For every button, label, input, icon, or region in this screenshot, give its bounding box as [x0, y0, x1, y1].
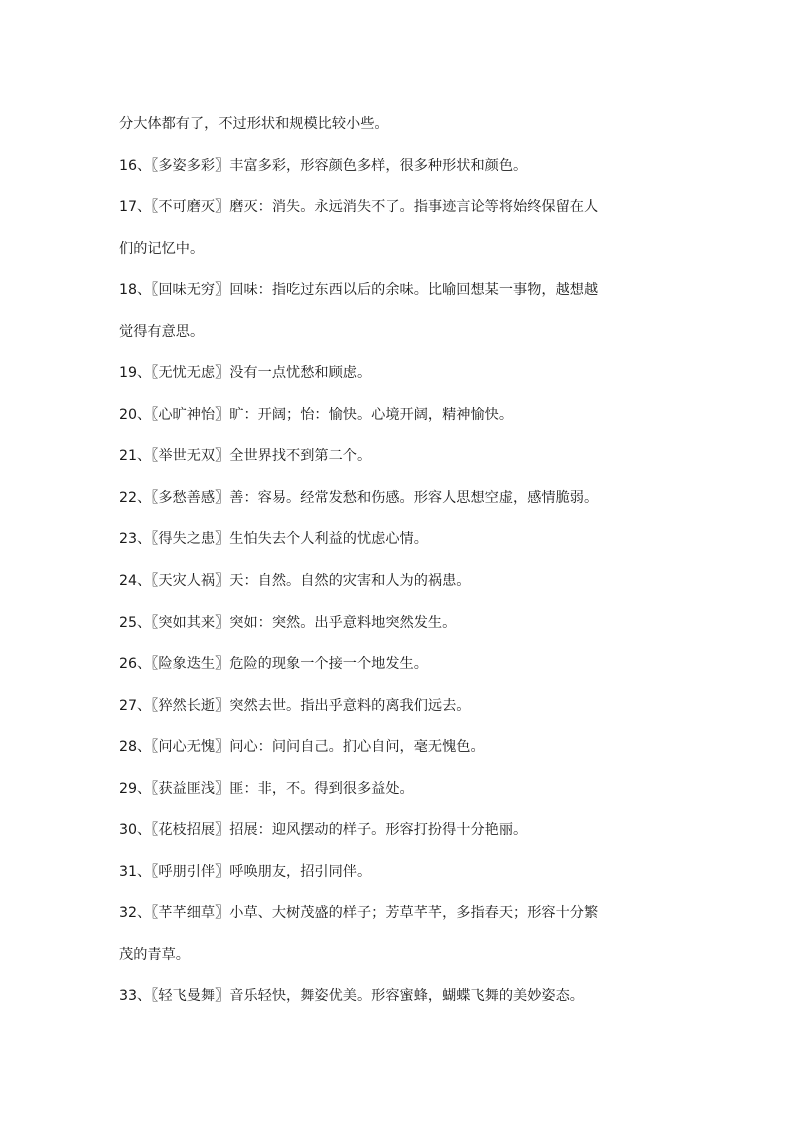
idiom-entry-21: 21、〖举世无双〗全世界找不到第二个。: [119, 448, 372, 465]
idiom-entry-32: 32、〖芊芊细草〗小草、大树茂盛的样子；芳草芊芊，多指春天；形容十分繁: [119, 905, 599, 922]
idiom-entry-31: 31、〖呼朋引伴〗呼唤朋友，招引同伴。: [119, 863, 372, 880]
text-line: 茂的青草。: [119, 946, 190, 963]
idiom-entry-27: 27、〖猝然长逝〗突然去世。指出乎意料的离我们远去。: [119, 697, 471, 714]
idiom-entry-29: 29、〖获益匪浅〗匪：非，不。得到很多益处。: [119, 780, 414, 797]
idiom-entry-28: 28、〖问心无愧〗问心：问问自己。扪心自问，毫无愧色。: [119, 739, 485, 756]
idiom-entry-30: 30、〖花枝招展〗招展：迎风摆动的样子。形容打扮得十分艳丽。: [119, 822, 528, 839]
text-line: 觉得有意思。: [119, 323, 205, 340]
idiom-entry-33: 33、〖轻飞曼舞〗音乐轻快，舞姿优美。形容蜜蜂，蝴蝶飞舞的美妙姿态。: [119, 988, 584, 1005]
idiom-entry-22: 22、〖多愁善感〗善：容易。经常发愁和伤感。形容人思想空虚，感情脆弱。: [119, 489, 599, 506]
document-body: [119, 104, 694, 1018]
text-line: 们的记忆中。: [119, 240, 205, 257]
idiom-entry-24: 24、〖天灾人祸〗天：自然。自然的灾害和人为的祸患。: [119, 573, 471, 590]
idiom-entry-23: 23、〖得失之患〗生怕失去个人利益的忧虑心情。: [119, 531, 428, 548]
idiom-entry-16: 16、〖多姿多彩〗丰富多彩，形容颜色多样，很多种形状和颜色。: [119, 157, 528, 174]
idiom-entry-25: 25、〖突如其来〗突如：突然。出乎意料地突然发生。: [119, 614, 457, 631]
idiom-entry-17: 17、〖不可磨灭〗磨灭：消失。永远消失不了。指事迹言论等将始终保留在人: [119, 199, 599, 216]
idiom-entry-26: 26、〖险象迭生〗危险的现象一个接一个地发生。: [119, 656, 428, 673]
idiom-entry-18: 18、〖回味无穷〗回味：指吃过东西以后的余味。比喻回想某一事物，越想越: [119, 282, 599, 299]
idiom-entry-19: 19、〖无忧无虑〗没有一点忧愁和顾虑。: [119, 365, 372, 382]
idiom-entry-20: 20、〖心旷神怡〗旷：开阔；怡：愉快。心境开阔，精神愉快。: [119, 406, 514, 423]
text-line: 分大体都有了，不过形状和规模比较小些。: [119, 116, 389, 132]
